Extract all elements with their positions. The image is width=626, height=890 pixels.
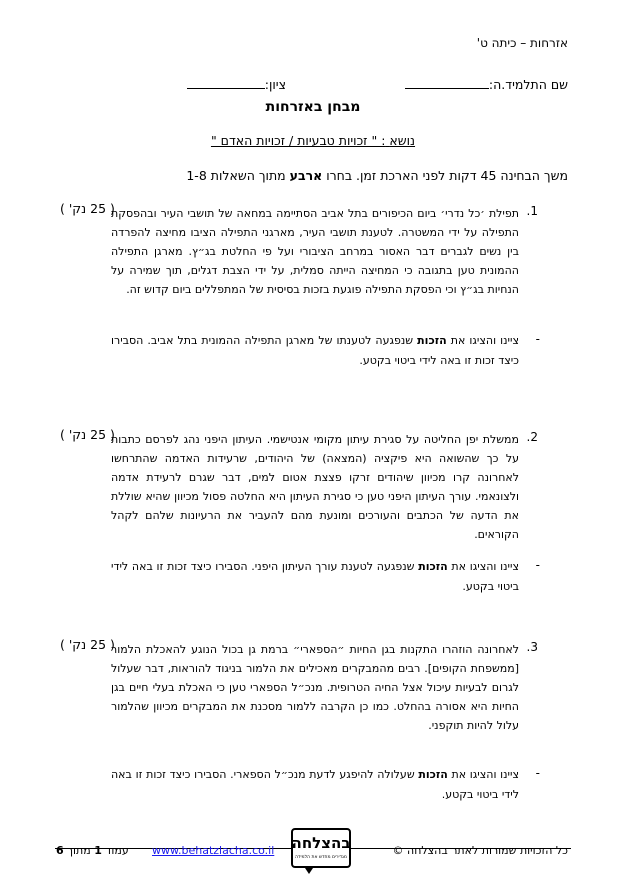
total-pages: 6 bbox=[56, 844, 64, 857]
logo-tagline: מגדירים מחדש את הלמידה bbox=[295, 855, 347, 860]
question-task: ציינו והציגו את הזכות שנפגעה לטענתו של מארגן התפילה ההמונית בתל אביב. הסבירו כיצד זכות זו באה לידי ביטוי בקטע. bbox=[111, 334, 519, 367]
subject-grade: אזרחות – כיתה ט' bbox=[476, 36, 568, 50]
exam-topic bbox=[0, 133, 626, 148]
website-link[interactable]: www.behatzlacha.co.il bbox=[152, 844, 275, 857]
task-bullet: - bbox=[535, 766, 540, 780]
copyright-text: כל הזכויות שמורות לאתר בהצלחה © bbox=[392, 844, 568, 857]
question-text: תפילת ׳כל נדרי׳ ביום הכיפורים בתל אביב הסתיימה במחאה של תושבי העיר ובהפסקת התפילה על ידי המשטרה. לטענת תושבי העיר, מארגני התפילה הציבו מחיצה להפרדה בין נשים לגברים דבר האסור במרחב הציבורי ועל פי החלטת בג״ץ. מארגן התפילה ההמונית טען בתגובה כי המחיצה הייתה סמלית, על ידי הצבת דגלים, תוך שמירה על הנחיות בג״ץ וכי הפסקת התפילה פוגעת בזכות בסיסית של המתפללים ביום קדוש זה. bbox=[111, 207, 519, 296]
current-page: 1 bbox=[94, 844, 102, 857]
question-task: ציינו והציגו את הזכות שעלולה להיפגע לדעת מנכ״ל הספארי. הסבירו כיצד זכות זו באה לידי ביטוי בקטע. bbox=[111, 768, 520, 801]
grade-blank[interactable] bbox=[187, 76, 265, 89]
student-name-blank[interactable] bbox=[405, 76, 489, 89]
question-number: 2. bbox=[526, 430, 538, 444]
topic-value: : " זכויות טבעיות / זכויות האדם " bbox=[210, 133, 386, 148]
question-points: ( 25 נק' ) bbox=[60, 637, 115, 652]
question-text: לאחרונה הוזהרו התקנות בגן החיות ״הספארי״ ברמת גן בכול הנוגע להאכלת הלמור [ממשפחת הקופים]. רבים מהמבקרים מאכילים את הלמור בניגוד להוראות, דבר שעלול לגרום לבעיות עיכול אצל החיה הטרופית. מנכ״ל הספארי טען כי האכלת בעלי חיים בגן החיות היא אסורה בהחלט. כמו כן הקרבה ללמור מסכנת את המבקרים מכיוון שהלמור עלול להיות תוקפני. bbox=[111, 643, 519, 732]
page-counter: עמוד 1 מתוך 6 bbox=[56, 844, 129, 857]
question-task: ציינו והציגו את הזכות שנפגעה לטענת עורך העיתון היפני. הסבירו כיצד זכות זו באה לידי ביטוי בקטע. bbox=[111, 560, 520, 593]
grade-label: ציון: bbox=[264, 77, 286, 92]
student-fields-row bbox=[0, 76, 626, 94]
question-number: 3. bbox=[526, 640, 538, 654]
question-points: ( 25 נק' ) bbox=[60, 427, 115, 442]
exam-instructions: משך הבחינה 45 דקות לפני הארכת זמן. בחרו ארבע מתוך השאלות 1-8 bbox=[186, 168, 568, 183]
question-number: 1. bbox=[526, 204, 538, 218]
behatzlacha-logo bbox=[291, 828, 351, 876]
student-name-label: שם התלמיד.ה: bbox=[488, 77, 568, 92]
exam-title: מבחן באזרחות bbox=[265, 99, 361, 115]
question-points: ( 25 נק' ) bbox=[60, 201, 115, 216]
topic-label: נושא bbox=[389, 133, 416, 148]
grade-field bbox=[187, 76, 286, 92]
student-name-field bbox=[405, 76, 568, 92]
task-bullet: - bbox=[535, 332, 540, 346]
logo-wordmark: בהצלחה bbox=[291, 834, 351, 852]
task-bullet: - bbox=[535, 558, 540, 572]
question-text: ממשלת יפן החליטה על סגירת עיתון מקומי אנטישמי. העיתון היפני נהג לפרסם כתבות על כך שהשואה היא פיקציה (המצאה) של היהודים, שרעידות האדמה שהתרחשו לאחרונה קרו מכיוון שיהודים זרקו פצצת אטום למים, דבר שגרם לרעידת אדמה ולצונאמי. עורך העיתון היפני טען כי סגירת העיתון היא החלטה פסול מכיוון שהיא שוללת את הדעה של הכתבים והעורכים ומונעת מהם להעביר את הרעיונות שלהם לקהל הקוראים. bbox=[111, 433, 519, 541]
instructions-emphasis: ארבע bbox=[289, 168, 323, 183]
